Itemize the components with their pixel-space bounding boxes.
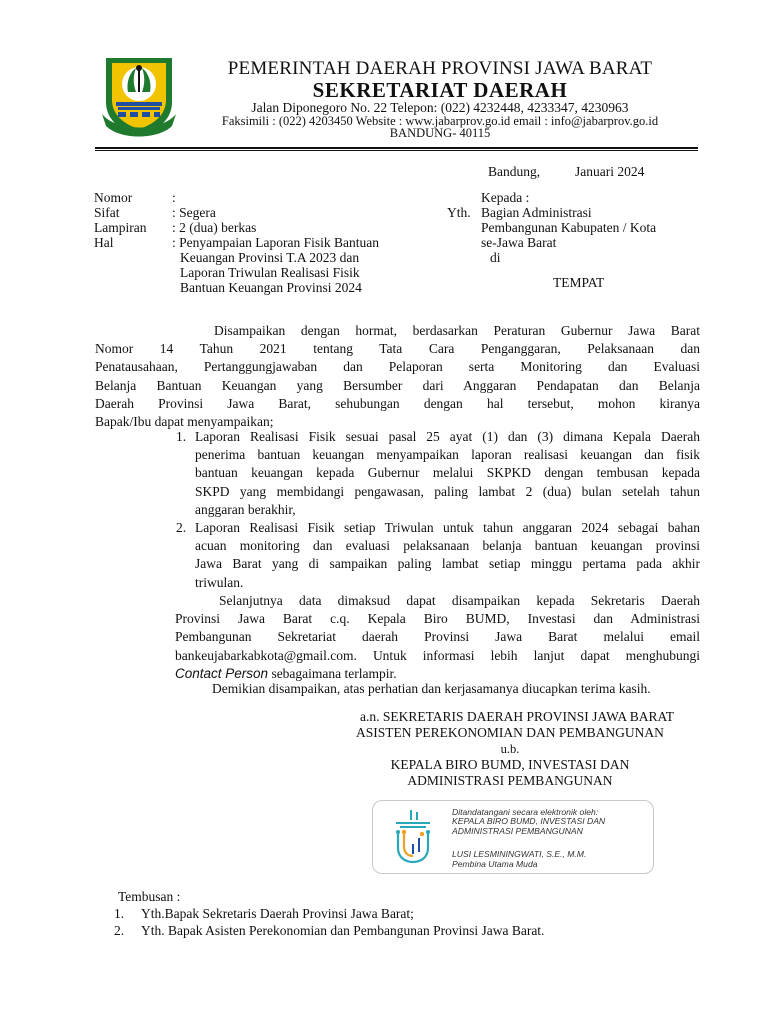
- nomor-value: :: [172, 190, 176, 205]
- opening-line: Daerah Provinsi Jawa Barat, sehubungan dengan hal tersebut, mohon kiranya: [95, 395, 700, 411]
- esign-signer-name: LUSI LESMININGWATI, S.E., M.M.: [452, 849, 587, 860]
- esign-text: [452, 808, 648, 869]
- recipient-line: Pembangunan Kabupaten / Kota: [481, 220, 657, 235]
- esign-signer-rank: Pembina Utama Muda: [452, 858, 538, 869]
- item-line: bantuan keuangan kepada Gubernur melalui SKPKD dengan tembusan kepada: [195, 465, 700, 481]
- esign-qr-emblem-icon: [388, 808, 438, 866]
- tembusan-number: 2.: [114, 923, 125, 938]
- tembusan-item: Yth. Bapak Asisten Perekonomian dan Pembangunan Provinsi Jawa Barat.: [141, 923, 545, 938]
- closing-sentence: Demikian disampaikan, atas perhatian dan kerjasamanya diucapkan terima kasih.: [212, 681, 651, 696]
- hal-line: Bantuan Keuangan Provinsi 2024: [180, 280, 362, 295]
- followup-line: Provinsi Jawa Barat c.q. Kepala Biro BUMD, Investasi dan Administrasi: [175, 611, 700, 627]
- hal-line: Keuangan Provinsi T.A 2023 dan: [180, 250, 360, 265]
- signature-line: a.n. SEKRETARIS DAERAH PROVINSI JAWA BARAT: [360, 709, 674, 724]
- recipient-line: Bagian Administrasi: [481, 205, 592, 220]
- signature-block: [300, 709, 720, 789]
- item-number: 1.: [176, 429, 187, 444]
- opening-line: Bapak/Ibu dapat menyampaikan;: [95, 414, 274, 430]
- signature-line: ADMINISTRASI PEMBANGUNAN: [407, 773, 613, 788]
- signature-line: KEPALA BIRO BUMD, INVESTASI DAN: [390, 757, 630, 772]
- followup-line: bankeujabarkabkota@gmail.com. Untuk informasi lebih lanjut dapat menghubungi: [175, 647, 700, 663]
- opening-line: Belanja Bantuan Keuangan yang Bersumber dari Anggaran Pendapatan dan Belanja: [95, 377, 700, 393]
- contact-person-label: Contact Person: [175, 665, 269, 681]
- sifat-label: Sifat: [94, 205, 120, 220]
- tembusan-label: Tembusan :: [118, 889, 181, 904]
- esign-line: Ditandatangani secara elektronik oleh:: [452, 807, 599, 817]
- item-number: 2.: [176, 520, 187, 535]
- recipient-kepada: Kepada :: [481, 190, 530, 205]
- followup-paragraph: [175, 592, 700, 683]
- recipient-yth: Yth.: [447, 205, 471, 220]
- recipient-tempat: TEMPAT: [553, 275, 605, 290]
- list-item: [195, 519, 700, 592]
- item-line: penerima bantuan keuangan menyampaikan laporan realisasi keuangan dan fisik: [195, 447, 700, 463]
- date-city: Bandung,: [488, 164, 541, 179]
- followup-last-rest: sebagaimana terlampir.: [268, 665, 397, 681]
- lampiran-label: Lampiran: [94, 220, 147, 235]
- sifat-value: : Segera: [172, 205, 216, 220]
- opening-line: Nomor 14 Tahun 2021 tentang Tata Cara Penganggaran, Pelaksanaan dan: [95, 341, 700, 357]
- date-month-year: Januari 2024: [575, 164, 645, 179]
- item-line: SKPD yang membidangi pengawasan, paling lambat 2 (dua) bulan setelah tahun: [195, 483, 700, 499]
- signature-line: ASISTEN PEREKONOMIAN DAN PEMBANGUNAN: [356, 725, 664, 740]
- header-rule-thin: [95, 150, 698, 151]
- item-line: Jawa Barat yang di sampaikan paling lambat setiap minggu pertama pada akhir: [195, 556, 700, 572]
- item-line: Laporan Realisasi Fisik sesuai pasal 25 ayat (1) dan (3) dimana Kepala Daerah: [195, 429, 700, 444]
- tembusan-item: Yth.Bapak Sekretaris Daerah Provinsi Jawa Barat;: [141, 906, 414, 921]
- nomor-label: Nomor: [94, 190, 133, 205]
- item-line: Laporan Realisasi Fisik setiap Triwulan untuk tahun anggaran 2024 sebagai bahan: [195, 520, 700, 535]
- recipient-line: se-Jawa Barat: [481, 235, 557, 250]
- letterhead-unit: SEKRETARIAT DAERAH: [312, 78, 568, 102]
- hal-line: : Penyampaian Laporan Fisik Bantuan: [172, 235, 379, 250]
- item-line: anggaran berakhir,: [195, 501, 296, 517]
- letterhead-city: BANDUNG- 40115: [389, 126, 491, 140]
- item-line: triwulan.: [195, 574, 244, 590]
- letterhead-org: PEMERINTAH DAERAH PROVINSI JAWA BARAT: [227, 58, 653, 79]
- followup-line: Pembangunan Sekretariat daerah Provinsi Jawa Barat melalui email: [175, 629, 700, 645]
- opening-paragraph: [95, 322, 700, 431]
- hal-line: Laporan Triwulan Realisasi Fisik: [180, 265, 360, 280]
- followup-line: Selanjutnya data dimaksud dapat disampaikan kepada Sekretaris Daerah: [219, 593, 700, 608]
- lampiran-value: : 2 (dua) berkas: [172, 220, 257, 235]
- signature-line: u.b.: [500, 742, 520, 756]
- tembusan-number: 1.: [114, 906, 125, 921]
- letterhead-fax-web: Faksimili : (022) 4203450 Website : www.jabarprov.go.id email : info@jabarprov.go.id: [221, 114, 659, 128]
- hal-label: Hal: [94, 235, 114, 250]
- letterhead-address: Jalan Diponegoro No. 22 Telepon: (022) 4232448, 4233347, 4230963: [251, 100, 629, 115]
- esign-line: KEPALA BIRO BUMD, INVESTASI DAN: [452, 816, 606, 827]
- recipient-di: di: [490, 250, 501, 265]
- list-item: [195, 428, 700, 519]
- opening-line: Penatausahaan, Pertanggungjawaban dan Pelaporan serta Monitoring dan Evaluasi: [95, 359, 700, 375]
- esign-line: ADMINISTRASI PEMBANGUNAN: [452, 825, 583, 836]
- opening-line: Disampaikan dengan hormat, berdasarkan Peraturan Gubernur Jawa Barat: [214, 323, 700, 338]
- provincial-emblem-logo: [96, 52, 182, 138]
- item-line: acuan monitoring dan evaluasi pelaksanaan belanja bantuan keuangan provinsi: [195, 538, 700, 554]
- header-rule-thick: [95, 147, 698, 149]
